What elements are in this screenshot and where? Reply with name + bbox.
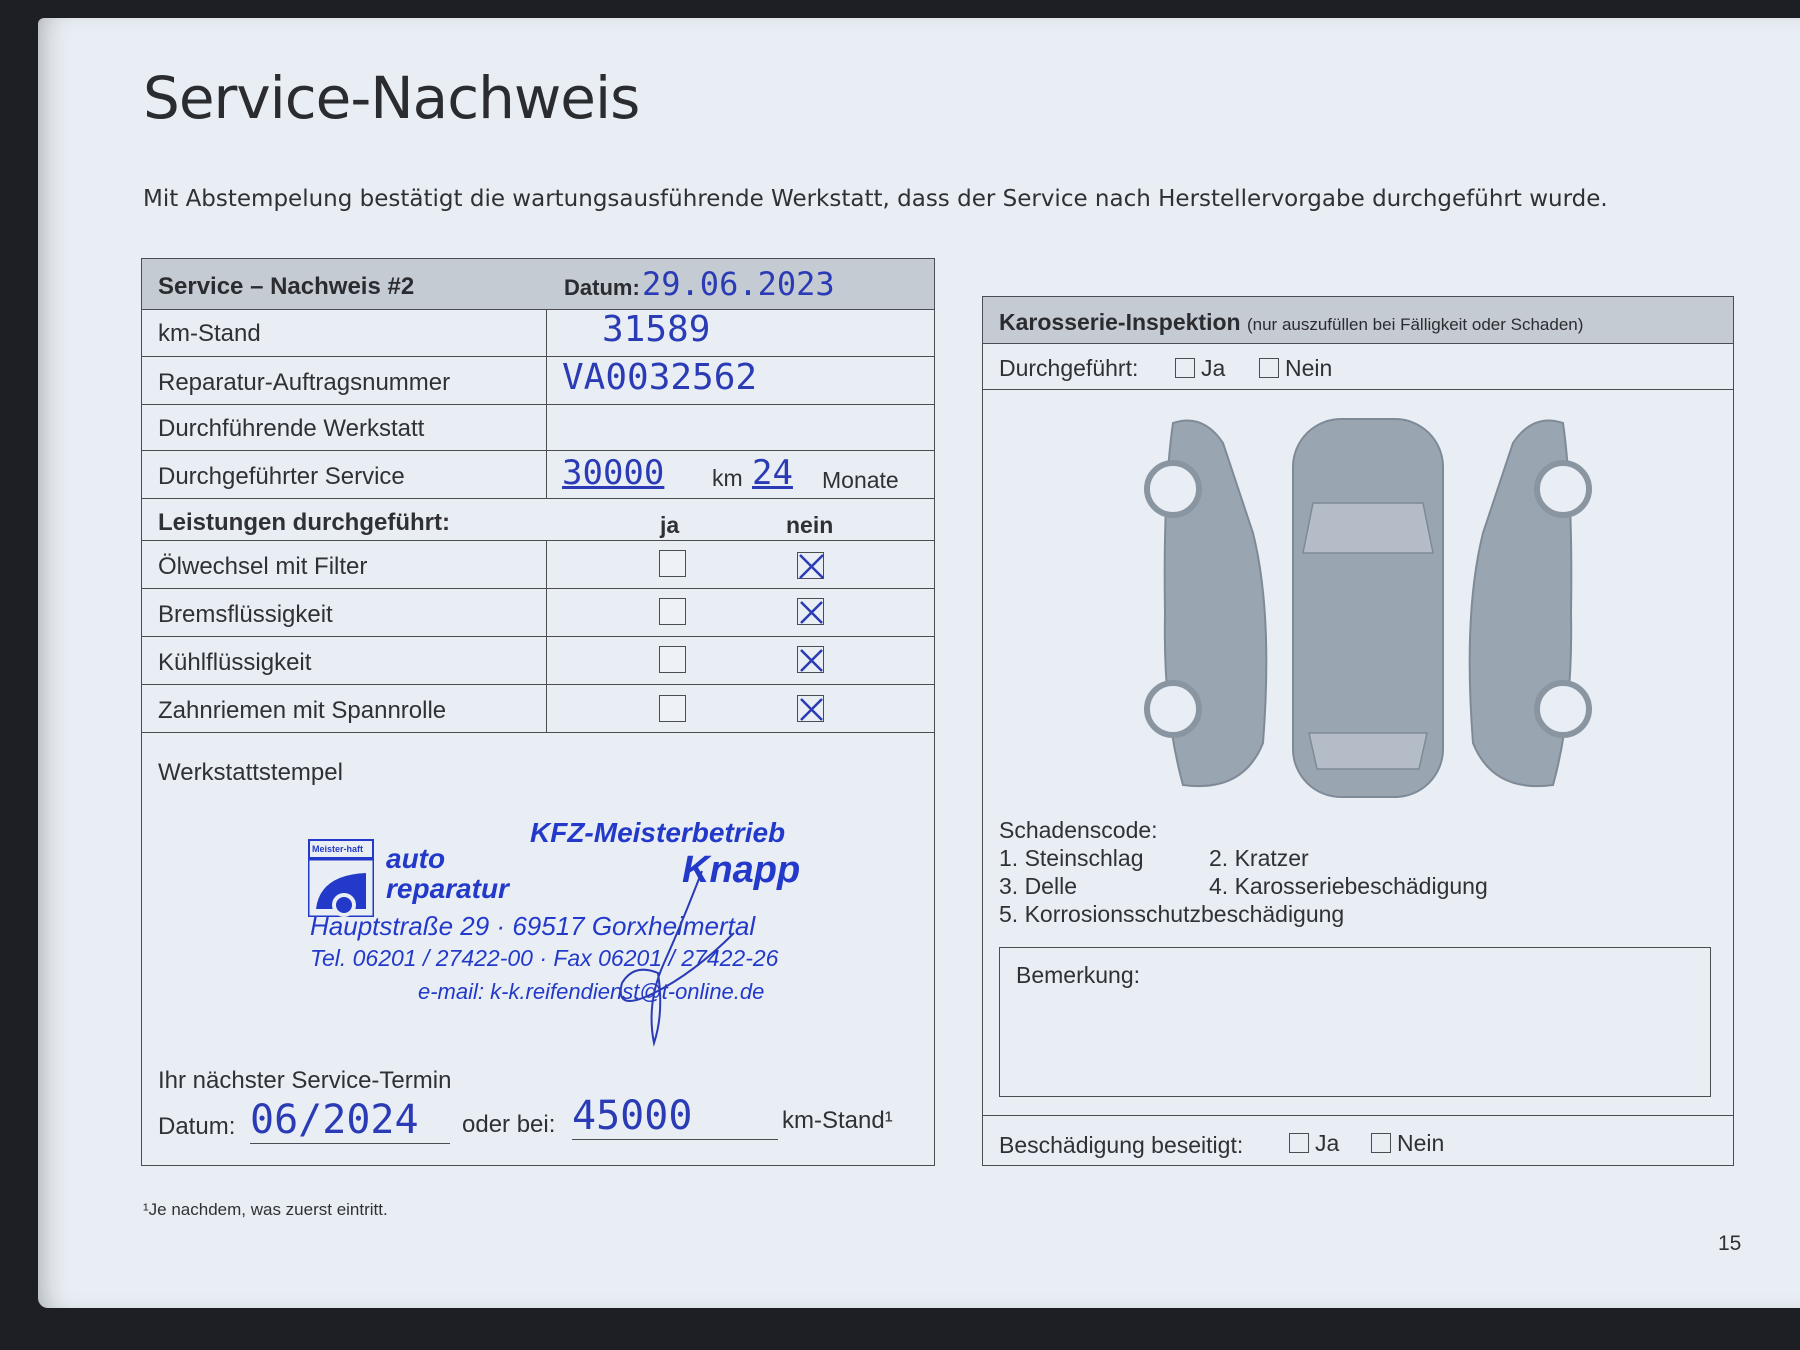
col-ja-label: ja bbox=[660, 512, 680, 538]
leistungen-label: Leistungen durchgeführt: bbox=[158, 509, 450, 536]
fixed-ja-checkbox[interactable] bbox=[1289, 1133, 1309, 1153]
item-label: Kühlflüssigkeit bbox=[158, 649, 312, 676]
checkmark-x-icon bbox=[798, 647, 825, 674]
date-label: Datum: bbox=[564, 275, 640, 300]
order-number-label: Reparatur-Auftragsnummer bbox=[158, 369, 451, 396]
body-inspection-panel bbox=[982, 296, 1734, 1166]
intro-text: Mit Abstempelung bestätigt die wartungsausführende Werkstatt, dass der Service nach Herstellervorgabe durchgeführt wurde. bbox=[143, 186, 1608, 212]
item-nein-checkbox[interactable] bbox=[797, 646, 824, 673]
fixed-nein-option[interactable] bbox=[1371, 1130, 1444, 1157]
item-label: Bremsflüssigkeit bbox=[158, 601, 333, 628]
item-ja-checkbox[interactable] bbox=[659, 695, 686, 722]
workshop-stamp-area bbox=[142, 743, 934, 1165]
car-diagram-icon bbox=[1143, 413, 1603, 803]
code-item: 2. Kratzer bbox=[1209, 845, 1309, 871]
fixed-row bbox=[983, 1115, 1733, 1166]
checkmark-x-icon bbox=[798, 696, 825, 723]
stamp-label: Werkstattstempel bbox=[158, 759, 343, 786]
next-or-label: oder bei: bbox=[462, 1111, 556, 1138]
body-inspection-title: Karosserie-Inspektion bbox=[999, 309, 1241, 335]
service-record-table bbox=[141, 258, 935, 1166]
row-km-stand bbox=[142, 309, 934, 357]
item-row bbox=[142, 589, 934, 637]
item-row bbox=[142, 685, 934, 733]
signature-icon bbox=[594, 863, 754, 1053]
next-km-unit: km-Stand¹ bbox=[782, 1107, 893, 1134]
codes-title: Schadenscode: bbox=[999, 817, 1158, 843]
remark-label: Bemerkung: bbox=[1016, 962, 1141, 988]
fixed-nein-checkbox[interactable] bbox=[1371, 1133, 1391, 1153]
item-nein-checkbox[interactable] bbox=[797, 695, 824, 722]
item-ja-checkbox[interactable] bbox=[659, 550, 686, 577]
done-row bbox=[983, 343, 1733, 390]
code-item: 5. Korrosionsschutzbeschädigung bbox=[999, 901, 1345, 927]
km-stand-value[interactable]: 31589 bbox=[602, 309, 711, 350]
service-record-header bbox=[142, 259, 934, 310]
stamp-kfz: KFZ-Meisterbetrieb bbox=[530, 817, 786, 848]
row-order-number bbox=[142, 357, 934, 405]
col-nein-label: nein bbox=[786, 512, 834, 538]
done-nein-checkbox[interactable] bbox=[1259, 358, 1279, 378]
stamp-email: e-mail: k-k.reifendienst@t-online.de bbox=[418, 979, 765, 1004]
done-ja-option[interactable] bbox=[1175, 355, 1225, 382]
item-ja-checkbox[interactable] bbox=[659, 598, 686, 625]
done-label: Durchgeführt: bbox=[999, 355, 1139, 381]
stamp-auto: auto bbox=[386, 843, 446, 874]
stamp-address: Hauptstraße 29 · 69517 Gorxheimertal bbox=[310, 911, 756, 941]
km-stand-label: km-Stand bbox=[158, 320, 261, 347]
fixed-ja-label: Ja bbox=[1315, 1130, 1340, 1156]
service-km-unit: km bbox=[712, 465, 743, 491]
body-inspection-header bbox=[983, 297, 1733, 344]
item-ja-checkbox[interactable] bbox=[659, 646, 686, 673]
done-ja-label: Ja bbox=[1201, 355, 1226, 381]
row-workshop bbox=[142, 405, 934, 451]
fixed-nein-label: Nein bbox=[1397, 1130, 1445, 1156]
body-inspection-note: (nur auszufüllen bei Fälligkeit oder Schaden) bbox=[1246, 315, 1584, 334]
service-label: Durchgeführter Service bbox=[158, 463, 405, 490]
service-km-value[interactable]: 30000 bbox=[562, 453, 665, 493]
page-number: 15 bbox=[1718, 1232, 1742, 1255]
service-months-value[interactable]: 24 bbox=[752, 453, 793, 493]
stamp-name: Knapp bbox=[682, 849, 801, 891]
row-service bbox=[142, 451, 934, 499]
code-item: 1. Steinschlag bbox=[999, 845, 1144, 871]
code-item: 3. Delle bbox=[999, 873, 1077, 899]
next-service-label: Ihr nächster Service-Termin bbox=[158, 1067, 452, 1094]
done-nein-label: Nein bbox=[1285, 355, 1333, 381]
stamp-logo-text: Meister-haft bbox=[308, 839, 374, 859]
stamp-tel: Tel. 06201 / 27422-00 · Fax 06201 / 27422-26 bbox=[310, 945, 779, 971]
item-row bbox=[142, 541, 934, 589]
checkmark-x-icon bbox=[798, 599, 825, 626]
next-date-value[interactable]: 06/2024 bbox=[250, 1097, 450, 1144]
row-leistungen-header bbox=[142, 499, 934, 541]
checkmark-x-icon bbox=[798, 553, 825, 580]
item-label: Zahnriemen mit Spannrolle bbox=[158, 697, 447, 724]
footnote: ¹Je nachdem, was zuerst eintritt. bbox=[143, 1200, 388, 1219]
workshop-label: Durchführende Werkstatt bbox=[158, 415, 425, 442]
service-record-title: Service – Nachweis #2 bbox=[158, 273, 415, 300]
stamp-logo-icon bbox=[308, 859, 374, 917]
item-nein-checkbox[interactable] bbox=[797, 552, 824, 579]
stamp-logo bbox=[308, 839, 374, 917]
fixed-label: Beschädigung beseitigt: bbox=[999, 1132, 1244, 1158]
item-nein-checkbox[interactable] bbox=[797, 598, 824, 625]
next-km-value[interactable]: 45000 bbox=[572, 1093, 778, 1140]
code-item: 4. Karosseriebeschädigung bbox=[1209, 873, 1488, 899]
remark-field[interactable] bbox=[999, 947, 1711, 1097]
stamp-reparatur: reparatur bbox=[386, 873, 509, 904]
next-date-label: Datum: bbox=[158, 1113, 236, 1140]
fixed-ja-option[interactable] bbox=[1289, 1130, 1339, 1157]
done-nein-option[interactable] bbox=[1259, 355, 1332, 382]
date-value[interactable]: 29.06.2023 bbox=[642, 265, 835, 303]
service-months-unit: Monate bbox=[822, 467, 899, 493]
item-row bbox=[142, 637, 934, 685]
page-title: Service-Nachweis bbox=[143, 64, 640, 132]
item-label: Ölwechsel mit Filter bbox=[158, 553, 368, 580]
order-number-value[interactable]: VA0032562 bbox=[562, 357, 758, 398]
done-ja-checkbox[interactable] bbox=[1175, 358, 1195, 378]
